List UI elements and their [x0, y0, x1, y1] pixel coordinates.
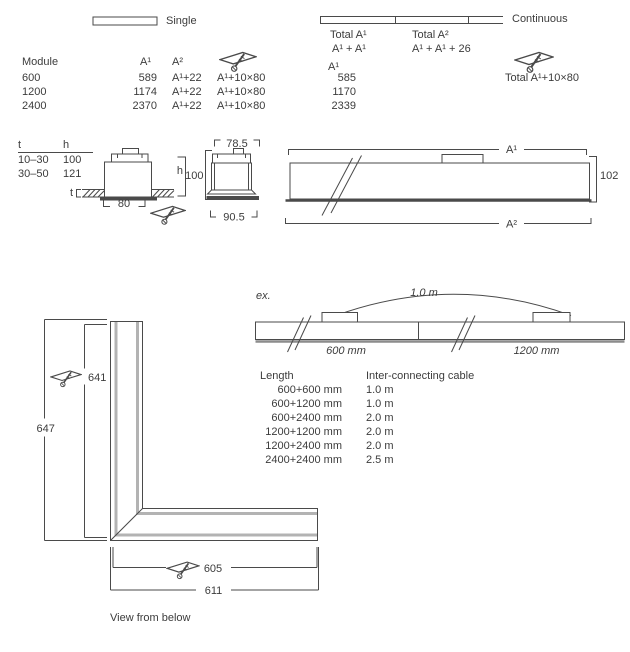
- table-row: [260, 397, 516, 411]
- continuous-a1-col-header: A¹: [328, 61, 339, 73]
- col-header-h: h: [63, 139, 70, 151]
- a1-value: 1170: [332, 86, 356, 98]
- length-cell: 600+1200 mm: [271, 398, 342, 410]
- cutout-cell: A¹+10×80: [217, 100, 266, 112]
- a2-cell: A¹+22: [172, 72, 202, 84]
- a1-cell: 1174: [133, 86, 157, 98]
- table-row: [260, 453, 516, 467]
- table-header-row: [22, 55, 287, 71]
- table-header-row: [18, 138, 93, 153]
- a2-cell: A¹+22: [172, 100, 202, 112]
- side-view-drawing: [286, 144, 619, 231]
- t-cell: 10–30: [18, 154, 49, 166]
- left-module-label: 600 mm: [326, 345, 366, 357]
- table-row: [18, 153, 93, 167]
- cable-cell: 1.0 m: [366, 384, 394, 396]
- table-row: [260, 383, 516, 397]
- length-cell: 600+600 mm: [277, 384, 342, 396]
- right-module-label: 1200 mm: [513, 345, 560, 357]
- dim-label-t: t: [69, 187, 73, 199]
- dim-label-h: h: [176, 165, 183, 177]
- table-row: [18, 167, 93, 181]
- single-dimensions-table: [22, 55, 287, 113]
- table-row: [260, 411, 516, 425]
- length-cell: 1200+1200 mm: [265, 426, 342, 438]
- table-row: [22, 71, 287, 85]
- dim-label-641: 641: [88, 372, 107, 384]
- single-legend-label: Single: [166, 15, 197, 27]
- length-cell: 2400+2400 mm: [265, 454, 342, 466]
- a1-value: 585: [337, 72, 356, 84]
- continuous-legend-label: Continuous: [512, 13, 568, 25]
- col-header-a1: A¹: [140, 56, 151, 68]
- example-label: ex.: [256, 290, 271, 302]
- table-row: [260, 425, 516, 439]
- h-cell: 121: [63, 168, 82, 180]
- col-header-length: Length: [260, 370, 294, 382]
- col-header-t: t: [18, 139, 22, 151]
- cable-length-label: 1.0 m: [410, 287, 438, 299]
- single-legend-drawing: [93, 17, 157, 25]
- cable-cell: 2.0 m: [366, 412, 394, 424]
- dim-label-102: 102: [600, 170, 619, 182]
- continuous-legend-drawing: [321, 17, 504, 24]
- cable-cell: 2.0 m: [366, 426, 394, 438]
- t-cell: 30–50: [18, 168, 49, 180]
- continuous-cutout-formula: Total A¹+10×80: [505, 72, 580, 84]
- module-cell: 2400: [22, 100, 47, 112]
- module-cell: 600: [22, 72, 41, 84]
- ceiling-cutout-icon: [51, 371, 81, 387]
- view-from-below-caption: View from below: [110, 612, 191, 624]
- col-header-a2: A²: [172, 56, 183, 68]
- a2-cell: A¹+22: [172, 86, 202, 98]
- col-header-module: Module: [22, 56, 59, 68]
- table-header-row: [260, 369, 516, 383]
- continuous-a1-values: [300, 71, 356, 113]
- surface-section-drawing: [185, 138, 259, 224]
- h-cell: 100: [63, 154, 82, 166]
- length-cell: 1200+2400 mm: [265, 440, 342, 452]
- table-row: [260, 439, 516, 453]
- a1-cell: 2370: [132, 100, 157, 112]
- total-a1-header: Total A¹: [330, 29, 367, 41]
- total-a2-formula: A¹ + A¹ + 26: [412, 43, 471, 55]
- total-a1-formula: A¹ + A¹: [332, 43, 366, 55]
- thickness-height-table: [18, 138, 93, 181]
- total-a2-header: Total A²: [412, 29, 449, 41]
- dim-label-78-5: 78.5: [226, 138, 248, 150]
- dim-label-647: 647: [36, 423, 55, 435]
- col-header-cutout: [217, 55, 287, 71]
- cutout-cell: A¹+10×80: [217, 72, 266, 84]
- cable-cell: 2.0 m: [366, 440, 394, 452]
- ceiling-cutout-icon: [515, 53, 553, 73]
- a1-value: 2339: [331, 100, 356, 112]
- cable-cell: 2.5 m: [366, 454, 394, 466]
- table-row: [22, 99, 287, 113]
- length-cell: 600+2400 mm: [271, 412, 342, 424]
- example-run-drawing: [256, 287, 625, 357]
- cutout-cell: A¹+10×80: [217, 86, 266, 98]
- a1-cell: 589: [138, 72, 157, 84]
- module-cell: 1200: [22, 86, 47, 98]
- dim-label-100: 100: [185, 170, 204, 182]
- col-header-cable: Inter-connecting cable: [366, 370, 475, 382]
- cable-cell: 1.0 m: [366, 398, 394, 410]
- dim-label-80: 80: [117, 198, 131, 210]
- dim-label-a1: A¹: [506, 144, 517, 156]
- dim-label-a2: A²: [506, 218, 517, 231]
- corner-view-drawing: [37, 320, 319, 625]
- dim-label-605: 605: [203, 563, 223, 575]
- table-row: [22, 85, 287, 99]
- ceiling-cutout-icon: [167, 562, 199, 579]
- dim-label-611: 611: [204, 585, 223, 597]
- dim-label-90-5: 90.5: [223, 211, 245, 224]
- length-cable-table: [260, 369, 516, 467]
- ceiling-cutout-icon: [151, 206, 185, 224]
